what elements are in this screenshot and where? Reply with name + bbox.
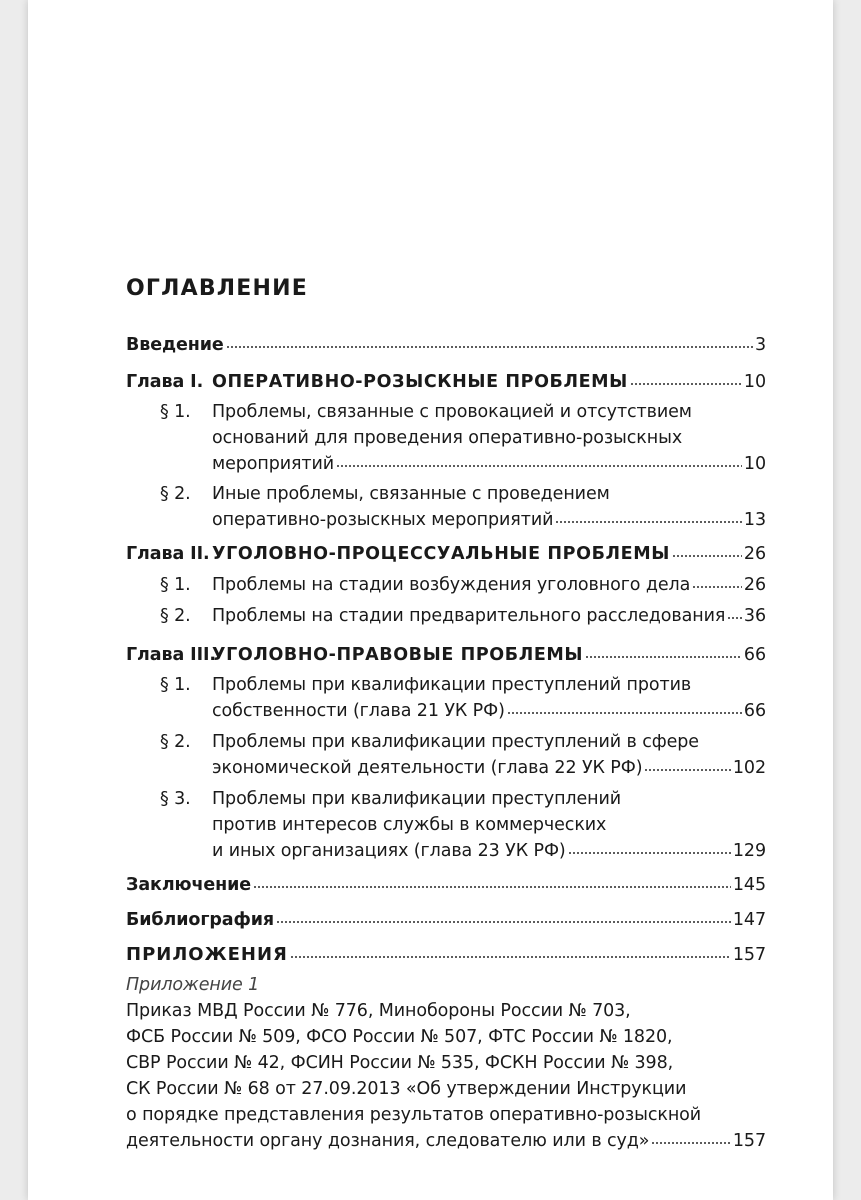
toc-section-3-2[interactable]	[126, 729, 766, 781]
appendix-title-line: СК России № 68 от 27.09.2013 «Об утверждении Инструкции	[126, 1079, 687, 1099]
appendix-title-line: ФСБ России № 509, ФСО России № 507, ФТС России № 1820,	[126, 1027, 673, 1047]
toc-section-3-1[interactable]	[126, 672, 766, 724]
dot-leader	[644, 768, 730, 772]
toc-label: ПРИЛОЖЕНИЯ	[126, 944, 288, 965]
toc-page-number: 102	[732, 758, 766, 778]
section-number: § 3.	[160, 789, 191, 809]
toc-page-number: 145	[732, 875, 766, 895]
chapter-title: УГОЛОВНО-ПРАВОВЫЕ ПРОБЛЕМЫ	[212, 645, 584, 665]
chapter-title: УГОЛОВНО-ПРОЦЕССУАЛЬНЫЕ ПРОБЛЕМЫ	[212, 544, 670, 564]
section-title-line: Проблемы при квалификации преступлений	[212, 789, 622, 809]
appendix-title-line: Приказ МВД России № 776, Минобороны России № 703,	[126, 1001, 631, 1021]
toc-page-number: 3	[754, 335, 766, 355]
section-title-line: Проблемы на стадии предварительного расследования	[212, 606, 726, 626]
toc-page-number: 13	[743, 510, 766, 530]
toc-page-number: 157	[732, 945, 766, 965]
section-title-line: оперативно-розыскных мероприятий	[212, 510, 554, 530]
toc-page-number: 10	[743, 372, 766, 392]
toc-entry-intro[interactable]	[126, 332, 766, 358]
dot-leader	[727, 616, 742, 620]
chapter-number: Глава I.	[126, 372, 204, 392]
dot-leader	[253, 885, 731, 889]
toc-chapter-1[interactable]	[126, 369, 766, 395]
dot-leader	[290, 955, 731, 959]
section-number: § 1.	[160, 575, 191, 595]
toc-page-number: 10	[743, 454, 766, 474]
toc-chapter-2[interactable]	[126, 541, 766, 567]
appendix-title-line: СВР России № 42, ФСИН России № 535, ФСКН России № 398,	[126, 1053, 674, 1073]
dot-leader	[651, 1141, 730, 1145]
toc-page-number: 66	[743, 701, 766, 721]
chapter-number: Глава III.	[126, 645, 216, 665]
section-title-line: против интересов службы в коммерческих	[212, 815, 607, 835]
section-title-line: Проблемы при квалификации преступлений в сфере	[212, 732, 699, 752]
toc-section-1-2[interactable]	[126, 481, 766, 533]
toc-entry-bibliography[interactable]	[126, 907, 766, 933]
section-number: § 2.	[160, 732, 191, 752]
section-title-line: Иные проблемы, связанные с проведением	[212, 484, 610, 504]
toc-chapter-3[interactable]	[126, 642, 766, 668]
appendix-title-line: деятельности органу дознания, следователю или в суд»	[126, 1131, 650, 1151]
toc-section-3-3[interactable]	[126, 786, 766, 864]
dot-leader	[555, 520, 742, 524]
document-page	[28, 0, 833, 1200]
page-title: ОГЛАВЛЕНИЕ	[126, 276, 308, 301]
toc-label: Введение	[126, 335, 224, 355]
toc-section-2-1[interactable]	[126, 572, 766, 598]
toc-section-1-1[interactable]	[126, 399, 766, 477]
section-title-line: экономической деятельности (глава 22 УК РФ)	[212, 758, 643, 778]
dot-leader	[507, 711, 742, 715]
dot-leader	[568, 851, 731, 855]
section-title-line: и иных организациях (глава 23 УК РФ)	[212, 841, 566, 861]
toc-page-number: 147	[732, 910, 766, 930]
toc-section-2-2[interactable]	[126, 603, 766, 629]
section-number: § 2.	[160, 484, 191, 504]
appendix-title-line: о порядке представления результатов оперативно-розыскной	[126, 1105, 702, 1125]
section-title-line: Проблемы на стадии возбуждения уголовного дела	[212, 575, 691, 595]
dot-leader	[692, 585, 742, 589]
dot-leader	[672, 554, 742, 558]
toc-entry-conclusion[interactable]	[126, 872, 766, 898]
toc-label: Библиография	[126, 910, 275, 930]
toc-page-number: 66	[743, 645, 766, 665]
toc-label: Заключение	[126, 875, 252, 895]
section-number: § 1.	[160, 675, 191, 695]
dot-leader	[276, 920, 731, 924]
toc-page-number: 36	[743, 606, 766, 626]
section-title-line: собственности (глава 21 УК РФ)	[212, 701, 505, 721]
section-number: § 2.	[160, 606, 191, 626]
toc-entry-appendices[interactable]	[126, 942, 766, 968]
section-title-line: Проблемы, связанные с провокацией и отсутствием	[212, 402, 692, 422]
section-title-line: оснований для проведения оперативно-розыскных	[212, 428, 683, 448]
dot-leader	[336, 464, 742, 468]
dot-leader	[226, 345, 753, 349]
section-number: § 1.	[160, 402, 191, 422]
chapter-title: ОПЕРАТИВНО-РОЗЫСКНЫЕ ПРОБЛЕМЫ	[212, 372, 628, 392]
dot-leader	[630, 382, 742, 386]
toc-page-number: 129	[732, 841, 766, 861]
toc-page-number: 157	[732, 1131, 766, 1151]
toc-entry-appendix-1[interactable]	[126, 972, 766, 1154]
chapter-number: Глава II.	[126, 544, 210, 564]
appendix-label: Приложение 1	[126, 975, 260, 995]
toc-page-number: 26	[743, 544, 766, 564]
dot-leader	[585, 655, 742, 659]
section-title-line: мероприятий	[212, 454, 335, 474]
toc-page-number: 26	[743, 575, 766, 595]
section-title-line: Проблемы при квалификации преступлений против	[212, 675, 692, 695]
